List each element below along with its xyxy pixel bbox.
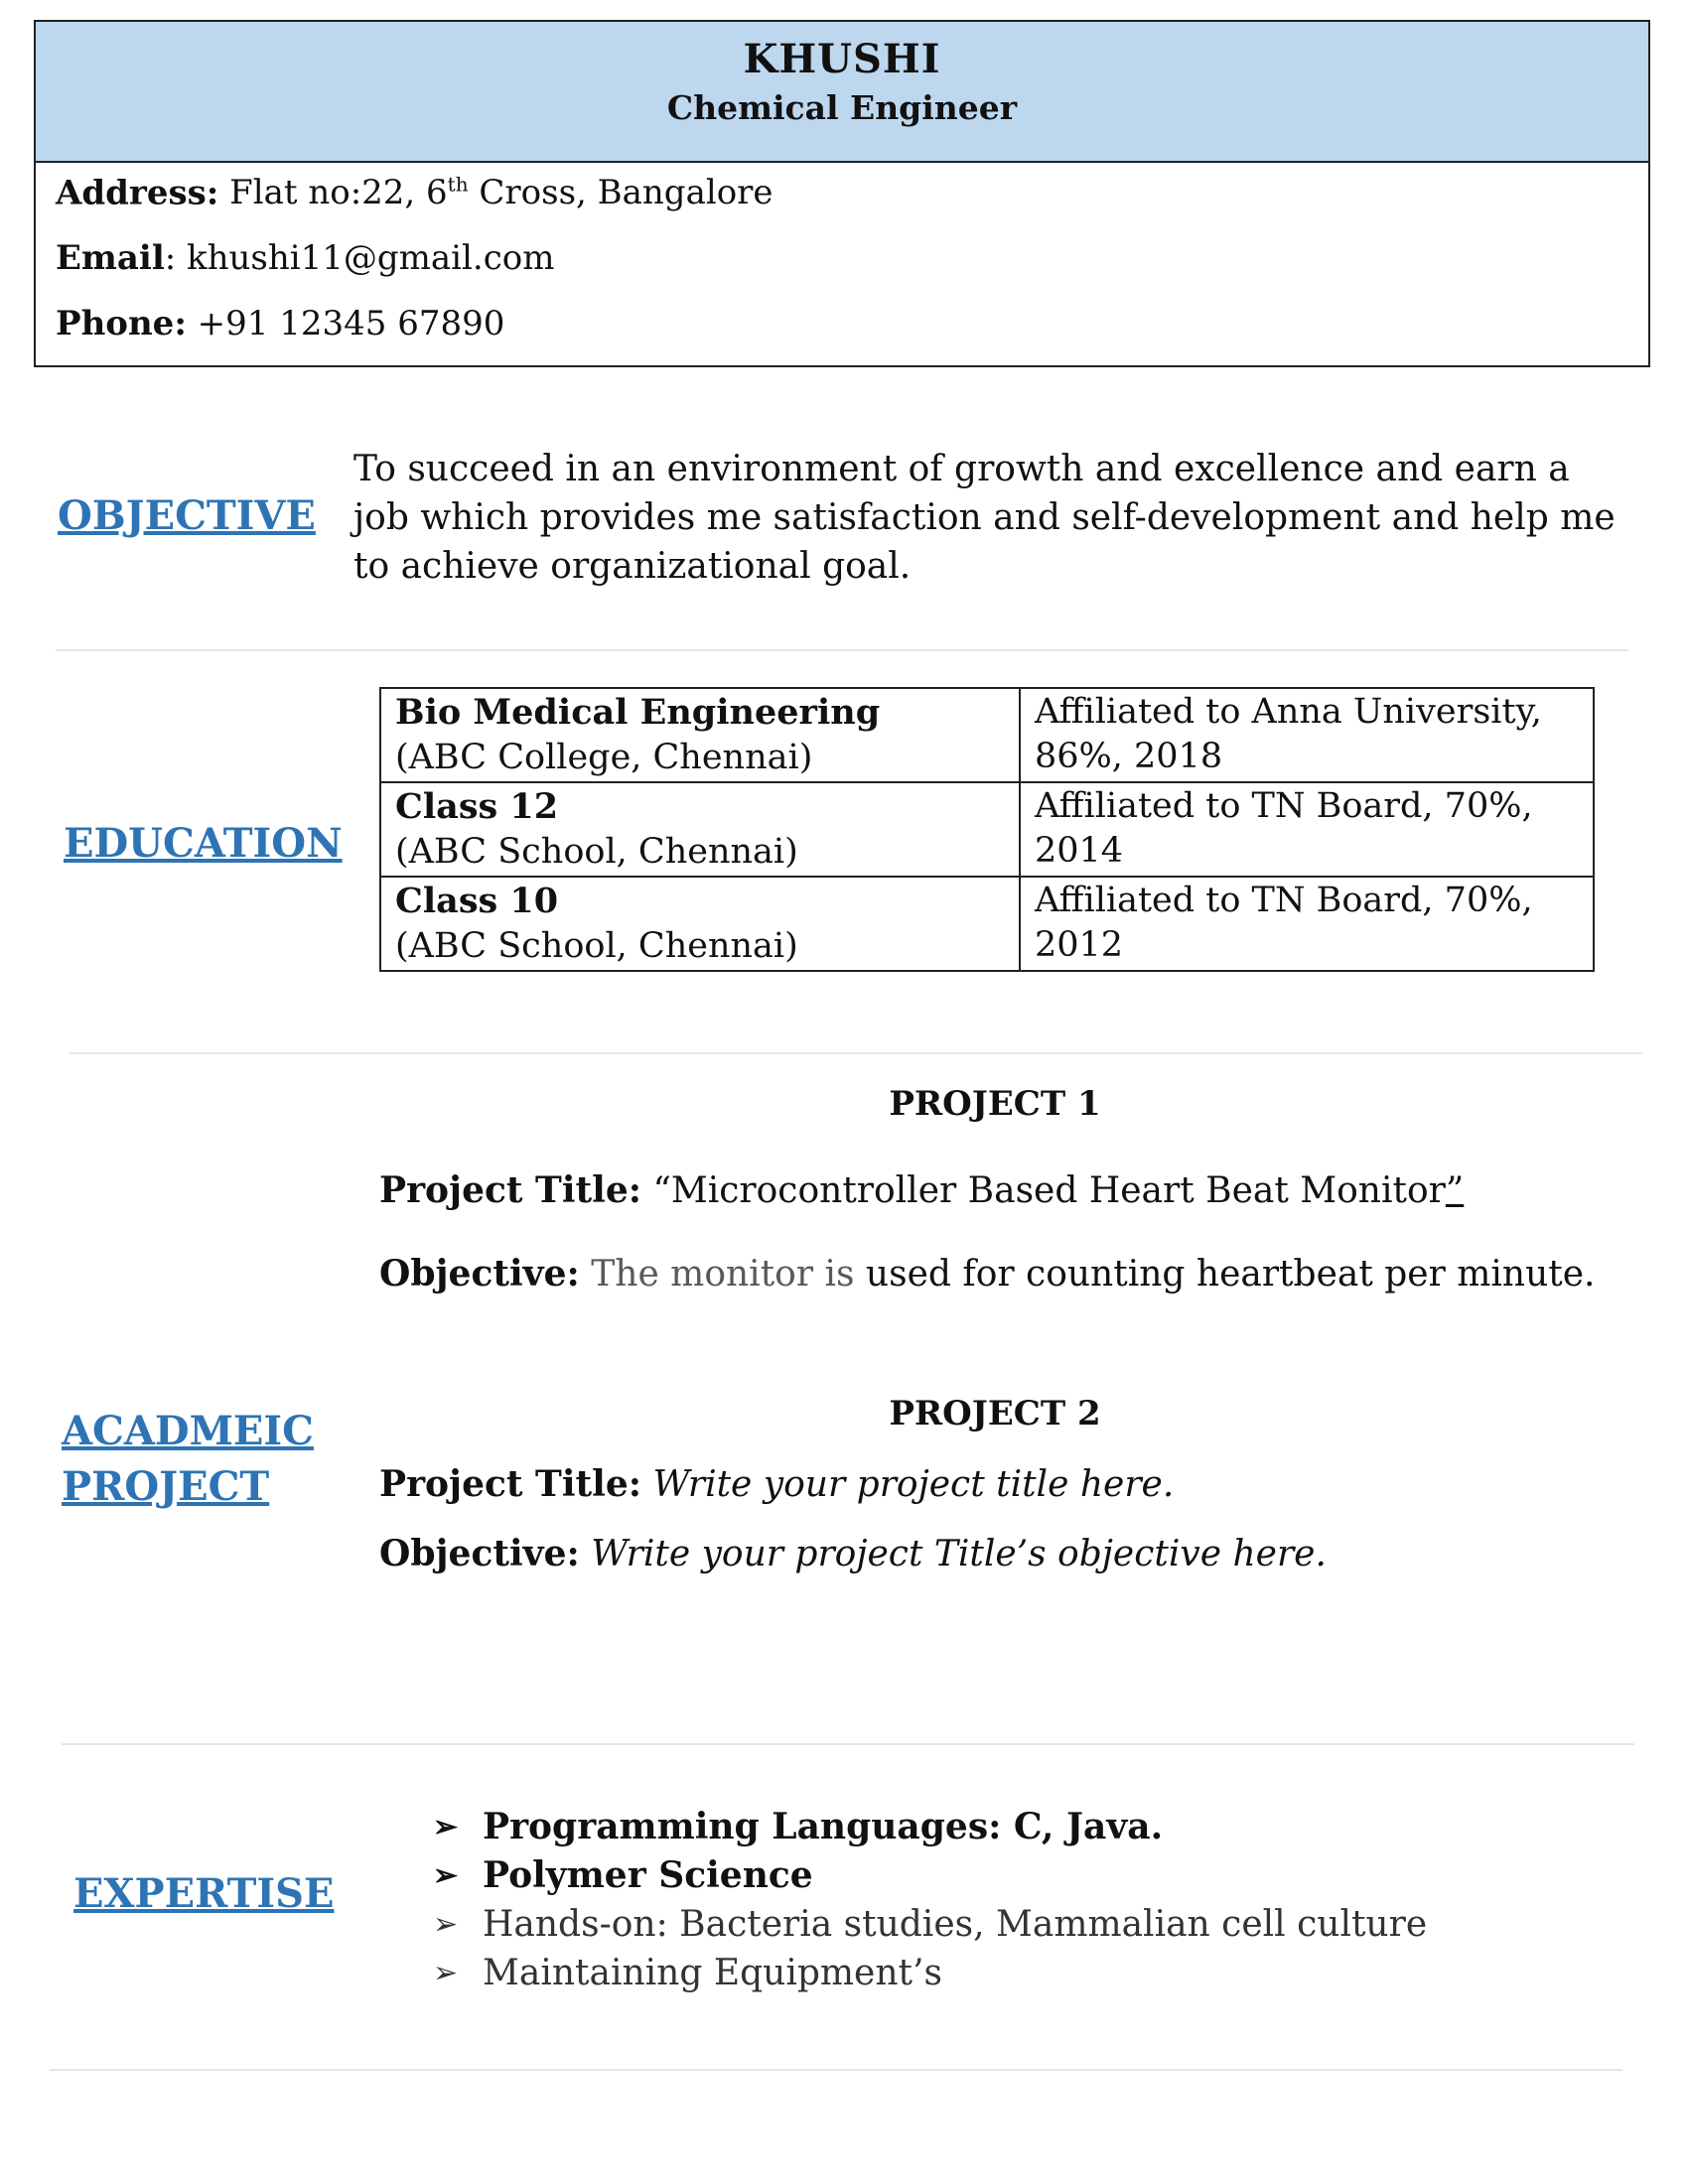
phone-value: +91 12345 67890 — [186, 304, 505, 343]
email-value: : khushi11@gmail.com — [164, 238, 555, 278]
candidate-role: Chemical Engineer — [666, 88, 1018, 127]
project-2-title: Project Title: Write your project title here. — [379, 1463, 1175, 1505]
divider — [50, 2069, 1622, 2071]
education-table — [379, 687, 1595, 972]
header-band — [36, 22, 1648, 163]
project-2-objective: Objective: Write your project Title’s objective here. — [379, 1533, 1327, 1574]
address-value: Flat no:22, 6th Cross, Bangalore — [229, 173, 774, 213]
education-label: EDUCATION — [64, 820, 343, 867]
phone-label: Phone: — [56, 304, 187, 343]
divider — [70, 1052, 1642, 1054]
project-1-heading: PROJECT 1 — [889, 1084, 1101, 1124]
details-cell: Affiliated to TN Board, 70%, 2012 — [1020, 877, 1594, 971]
expertise-list — [433, 1803, 1427, 1997]
degree-cell: Class 12 (ABC School, Chennai) — [380, 782, 1020, 877]
project-2-heading: PROJECT 2 — [889, 1394, 1101, 1433]
table-row — [380, 877, 1594, 971]
arrow-bullet-icon: ➢ — [433, 1956, 459, 1990]
details-cell: Affiliated to TN Board, 70%, 2014 — [1020, 782, 1594, 877]
project-label: ACADMEIC PROJECT — [62, 1408, 314, 1510]
project-1-objective: Objective: The monitor is used for counting heartbeat per minute. — [379, 1253, 1596, 1295]
arrow-bullet-icon: ➢ — [433, 1810, 459, 1844]
address-line — [56, 173, 774, 212]
list-item: ➢ Maintaining Equipment’s — [433, 1949, 1427, 1997]
candidate-name: KHUSHI — [743, 36, 941, 82]
divider — [62, 1743, 1634, 1745]
table-row — [380, 782, 1594, 877]
arrow-bullet-icon: ➢ — [433, 1907, 459, 1942]
divider — [56, 649, 1628, 651]
expertise-label: EXPERTISE — [73, 1870, 335, 1917]
details-cell: Affiliated to Anna University, 86%, 2018 — [1020, 688, 1594, 782]
table-row — [380, 688, 1594, 782]
email-line — [56, 238, 555, 278]
objective-text: To succeed in an environment of growth and excellence and earn a job which provides me satisfaction and self-development and help me to achieve organizational goal. — [353, 449, 1616, 587]
project-1-title: Project Title: “Microcontroller Based Heart Beat Monitor” — [379, 1169, 1465, 1211]
arrow-bullet-icon: ➢ — [433, 1858, 459, 1893]
degree-cell: Class 10 (ABC School, Chennai) — [380, 877, 1020, 971]
address-label: Address: — [56, 173, 219, 213]
email-label: Email — [56, 238, 165, 278]
header-box — [34, 20, 1650, 367]
phone-line — [56, 304, 504, 343]
objective-label: OBJECTIVE — [58, 492, 316, 539]
list-item: ➢ Hands-on: Bacteria studies, Mammalian cell culture — [433, 1900, 1427, 1949]
list-item: ➢ Polymer Science — [433, 1851, 1427, 1900]
degree-cell: Bio Medical Engineering (ABC College, Chennai) — [380, 688, 1020, 782]
list-item: ➢ Programming Languages: C, Java. — [433, 1803, 1427, 1851]
